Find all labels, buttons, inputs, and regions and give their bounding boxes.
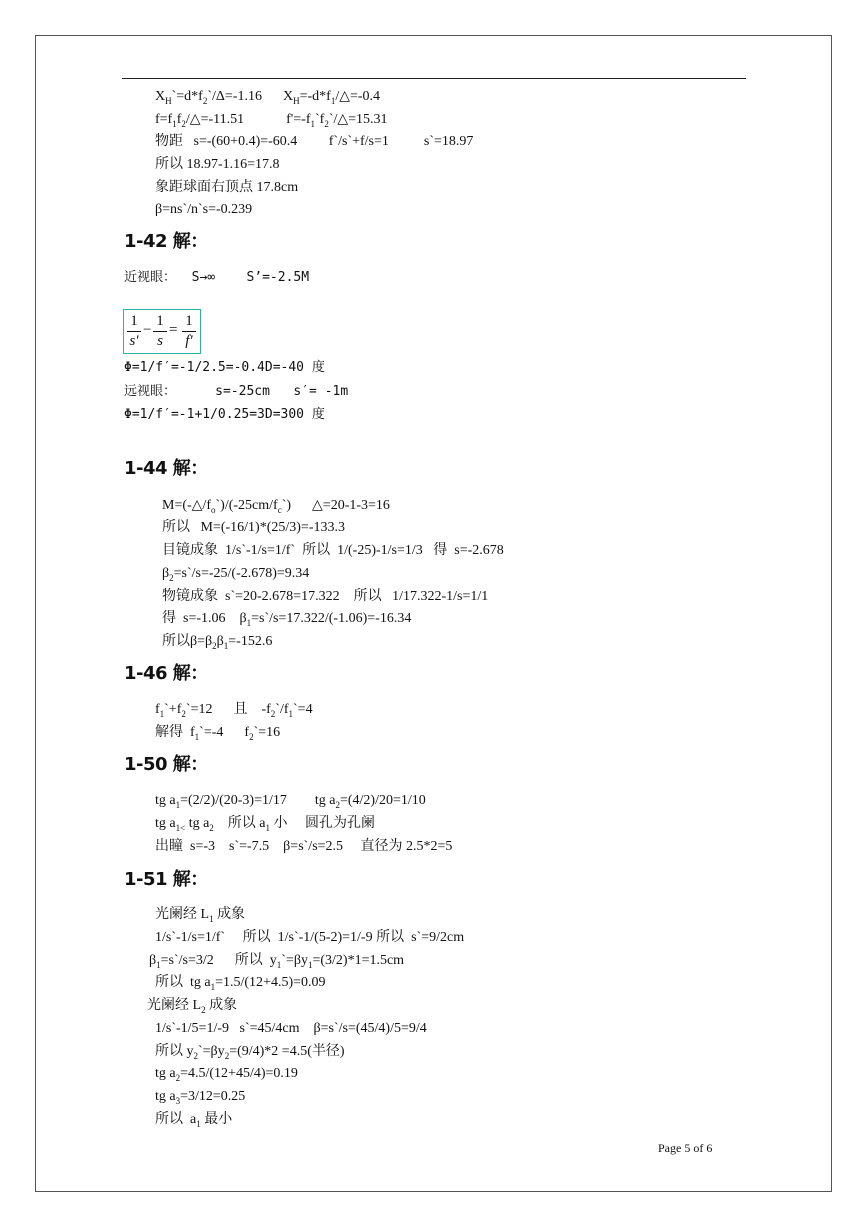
denominator: s′	[129, 333, 139, 349]
text-line: tg $a_2=4.5/(12+45/4)=0.19$	[155, 1066, 298, 1083]
fraction	[153, 313, 167, 350]
numerator: 1	[130, 313, 138, 329]
text-line: $M=(-\triangle/f_o`)/(-25cm/f_c`)$ △=20-1-3=16	[162, 498, 390, 515]
denominator: s	[157, 333, 163, 349]
section-heading: 1-51 解：	[124, 869, 208, 890]
text-line: 物距 s=-(60+0.4)=-60.4 f`/s`+f/s=1 s`=18.97	[155, 134, 474, 149]
fraction	[182, 313, 196, 350]
text-line: $f=f_1f_2/\triangle=-11.51$ $f'=-f_1`f_2`/\triangle=15.31$	[155, 112, 388, 129]
text-line: 出瞳 s=-3 s`=-7.5 β=s`/s=2.5 直径为 2.5*2=5	[155, 839, 453, 854]
header-rule	[122, 78, 746, 79]
text-line: tg $a_1=(2/2)/(20-3)=1/17$ tg $a_2=(4/2)/20=1/10$	[155, 793, 426, 810]
text-line: $\beta_1=s`/s=3/2$ 所以 $y_1`=\beta y_1=(3/2)*1=1.5cm$	[149, 953, 405, 970]
text-line: 1/s`-1/s=1/f` 所以 1/s`-1/(5-2)=1/-9 所以 s`=9/2cm	[155, 930, 465, 945]
text-line: 光阑经 $L_1$ 成象	[155, 907, 246, 924]
section-heading: 1-44 解：	[124, 458, 208, 479]
text-line: Φ=1/f′=-1/2.5=-0.4D=-40 度	[124, 360, 325, 375]
text-line: 1/s`-1/5=1/-9 s`=45/4cm β=s`/s=(45/4)/5=9/4	[155, 1021, 427, 1036]
text-line: 光阑经 $L_2$ 成象	[147, 998, 238, 1015]
text-line: $f_1`+f_2`=12$ 且 $-f_2`/f_1`=4$	[155, 702, 313, 719]
text-line: 所以 tg $a_1=1.5/(12+4.5)=0.09$	[155, 975, 326, 992]
text-line: 近视眼： S→∞ S’=-2.5M	[124, 270, 310, 285]
text-line: 解得 $f_1`=-4$ $f_2`=16$	[155, 725, 281, 742]
section-heading: 1-42 解：	[124, 231, 208, 252]
denominator: f′	[185, 333, 193, 349]
section-heading: 1-50 解：	[124, 754, 208, 775]
text-line: $X_H`=d*f_2`/\Delta=-1.16$ $X_H=-d*f_1/\triangle=-0.4$	[155, 89, 381, 106]
text-line: β=ns`/n`s=-0.239	[155, 202, 253, 217]
page-number: Page 5 of 6	[658, 1141, 713, 1155]
text-line: 所以$\beta=\beta_2\beta_1=-152.6$	[162, 634, 273, 651]
fraction	[127, 313, 141, 350]
text-line: tg $a_{1<}$ tg $a_2$ 所以 $a_1$ 小 圆孔为孔阑	[155, 816, 376, 833]
text-line: $\beta_2=s`/s=-25/(-2.678)=9.34$	[162, 566, 310, 583]
text-line: 目镜成象 1/s`-1/s=1/f` 所以 1/(-25)-1/s=1/3 得 s=-2.678	[162, 543, 504, 558]
text-line: Φ=1/f′=-1+1/0.25=3D=300 度	[124, 407, 325, 422]
formula-box	[123, 309, 201, 354]
text-line: tg $a_3=3/12=0.25$	[155, 1089, 246, 1106]
text-line: 所以 M=(-16/1)*(25/3)=-133.3	[162, 520, 345, 535]
text-line: 远视眼： s=-25cm s′= -1m	[124, 384, 349, 399]
minus-sign: −	[143, 322, 152, 338]
section-heading: 1-46 解：	[124, 663, 208, 684]
text-line: 所以 18.97-1.16=17.8	[155, 157, 280, 172]
numerator: 1	[185, 313, 193, 329]
text-line: 得 s=-1.06 $\beta_1=s`/s=17.322/(-1.06)=-16.34$	[162, 611, 412, 628]
numerator: 1	[156, 313, 164, 329]
text-line: 物镜成象 s`=20-2.678=17.322 所以 1/17.322-1/s=1/1	[162, 589, 489, 604]
text-line: 象距球面右顶点 17.8cm	[155, 180, 299, 195]
text-line: 所以 $y_2`=\beta y_2=(9/4)*2 =4.5$(半径)	[155, 1044, 345, 1061]
equals-sign: =	[169, 322, 178, 338]
text-line: 所以 $a_1$ 最小	[155, 1112, 233, 1129]
